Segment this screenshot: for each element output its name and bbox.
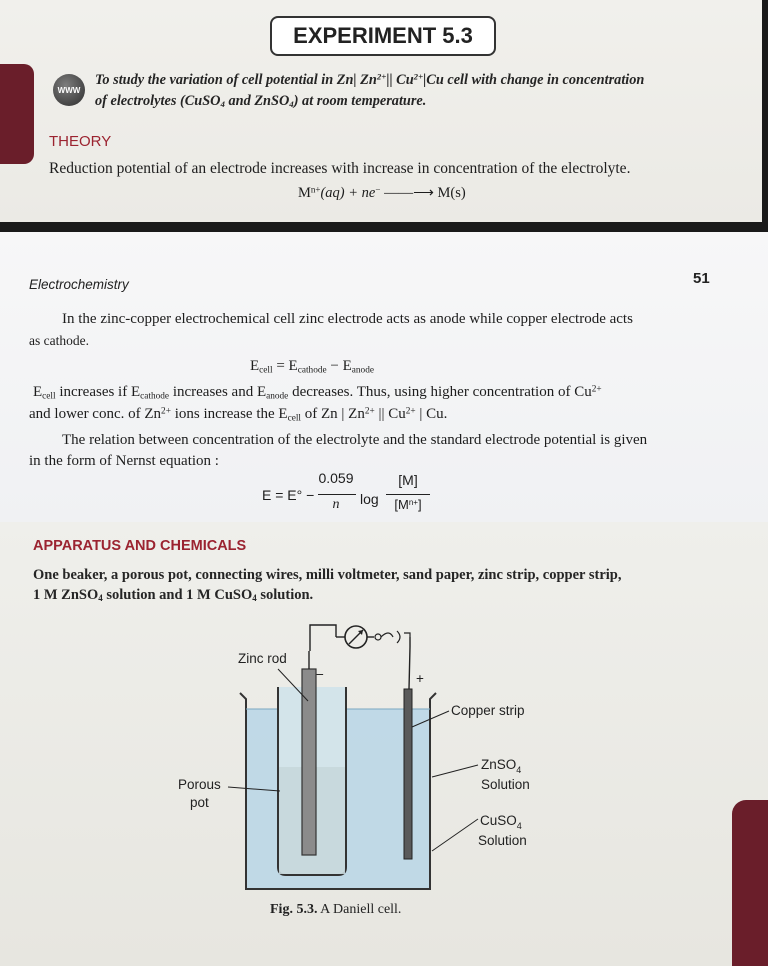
pot-label: pot [190, 795, 209, 810]
theory-heading: THEORY [49, 133, 112, 150]
page-edge-decoration [732, 800, 768, 966]
daniell-cell-diagram [160, 617, 600, 897]
copper-strip-label: Copper strip [451, 703, 525, 718]
paragraph-2-line-2: and lower conc. of $Zn^{2+}$ ions increase the $E_{cell}$ of Zn | $Zn^{2+}$ || $Cu^{2+}$ | Cu. [29, 406, 448, 424]
porous-label: Porous [178, 777, 221, 792]
wire-positive [409, 637, 410, 689]
cuso4-solution-label: Solution [478, 833, 527, 848]
nernst-equation: E = E° − 0.059 n log [M] $[M^{n+}]$ [262, 470, 462, 518]
middle-page-section [0, 232, 768, 523]
paragraph-3-line-2: in the form of Nernst equation : [29, 453, 219, 469]
paragraph-1-line-1: In the zinc-copper electrochemical cell zinc electrode acts as anode while copper electrode acts [62, 311, 633, 327]
minus-sign: − [316, 667, 324, 682]
reduction-equation: $M^{n+}(aq) + ne^-$ ——⟶ M(s) [298, 184, 466, 201]
theory-text: Reduction potential of an electrode increases with increase in concentration of the electrolyte. [49, 160, 631, 177]
paragraph-1-line-2: as cathode. [29, 333, 89, 348]
zinc-rod-label: Zinc rod [238, 651, 287, 666]
voltmeter-icon [336, 626, 410, 648]
chapter-header: Electrochemistry [29, 277, 129, 292]
apparatus-text: One beaker, a porous pot, connecting wires, milli voltmeter, sand paper, zinc strip, copper strip, 1 M ZnSO$_4$ solution and 1 M CuSO$_4$ solution. [33, 567, 622, 604]
wire-negative [310, 625, 336, 651]
znso4-solution-label: Solution [481, 777, 530, 792]
page-edge-decoration [0, 64, 34, 164]
znso4-label: ZnSO$_4$ [481, 757, 522, 775]
paragraph-2-line-1: $E_{cell}$ increases if $E_{cathode}$ increases and $E_{anode}$ decreases. Thus, using higher concentration of $Cu^{2+}$ [33, 384, 602, 402]
www-globe-icon: WWW [53, 74, 85, 106]
bottom-page-section [0, 522, 768, 966]
experiment-title: EXPERIMENT 5.3 [293, 23, 473, 48]
paragraph-3-line-1: The relation between concentration of the electrolyte and the standard electrode potential is given [62, 432, 648, 448]
apparatus-heading: APPARATUS AND CHEMICALS [33, 538, 247, 554]
copper-strip [404, 689, 412, 859]
cell-potential-equation: $E_{cell} = E_{cathode} - E_{anode}$ [250, 358, 374, 376]
top-page-section [0, 0, 762, 222]
figure-caption: Fig. 5.3. A Daniell cell. [270, 902, 402, 917]
fraction-bar [386, 494, 430, 495]
fraction-bar [318, 494, 356, 495]
experiment-aim: To study the variation of cell potential in Zn| $Zn^{2+}||$ $Cu^{2+}|Cu$ cell with change in concentration of electrolytes (CuSO$_4$ and ZnSO$_4$) at room temperature. [95, 71, 645, 110]
plus-sign: + [416, 671, 424, 686]
experiment-title-box [270, 16, 496, 56]
page-number: 51 [693, 270, 710, 287]
cuso4-label: CuSO$_4$ [480, 813, 522, 831]
